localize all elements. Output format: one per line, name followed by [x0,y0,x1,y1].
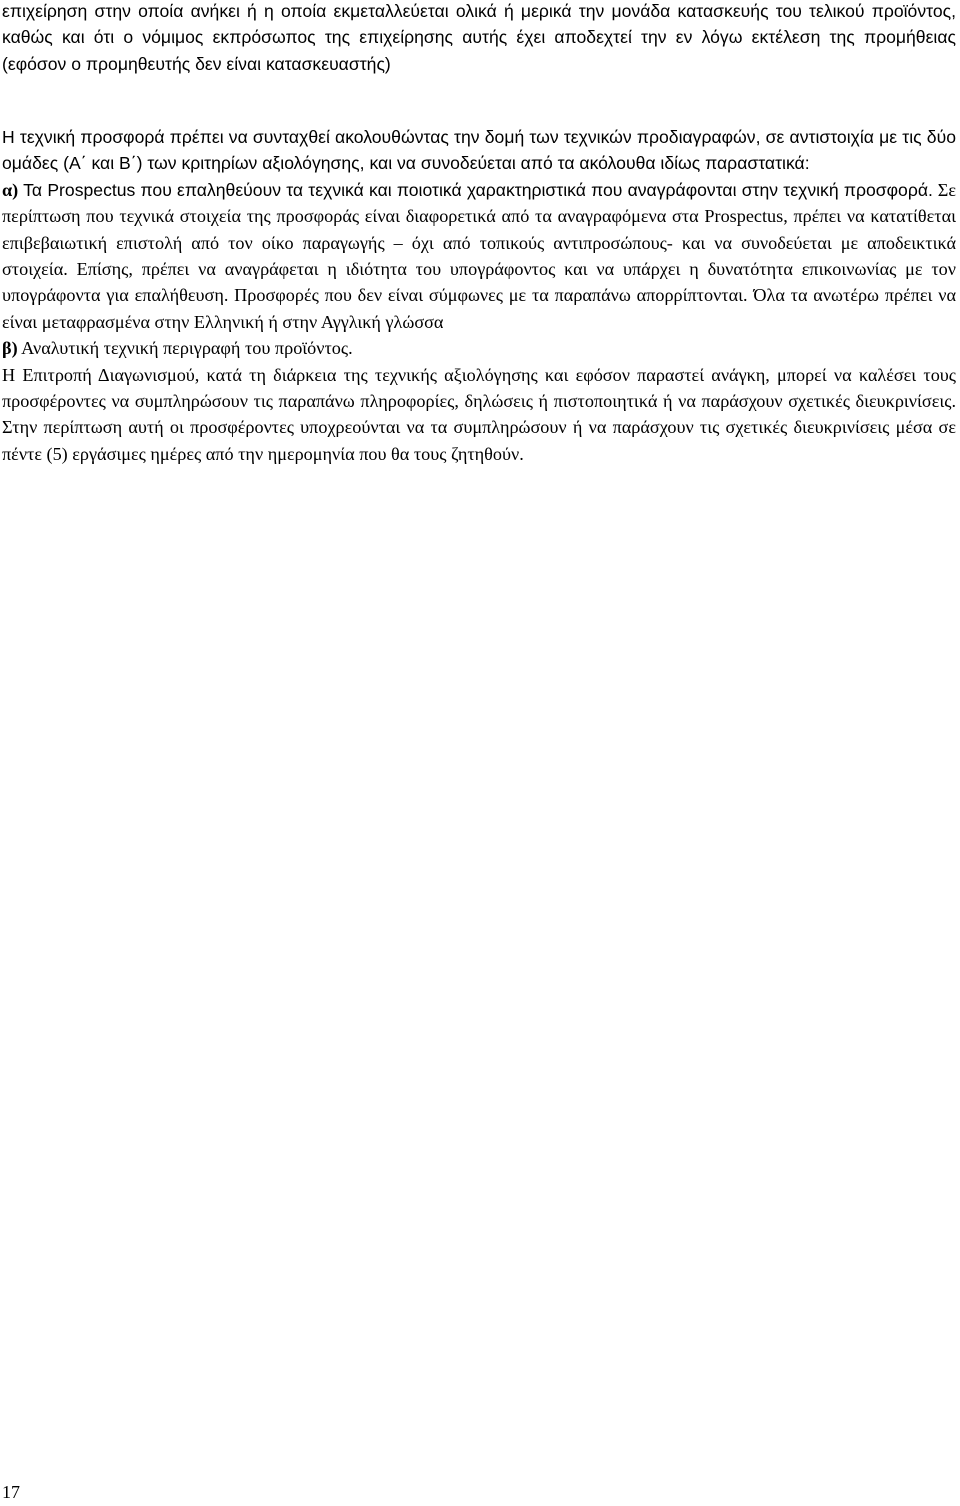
item-b-text: Αναλυτική τεχνική περιγραφή του προϊόντος. [17,338,353,359]
item-a-prospectus-text: Τα Prospectus που επαληθεύουν τα τεχνικά και ποιοτικά χαρακτηριστικά που αναγράφονται στην τεχνική προσφορά. [18,179,933,200]
page-number: 17 [2,1482,20,1502]
technical-offer-section [2,124,956,467]
item-b-paragraph [2,335,956,361]
offer-structure-paragraph: Η τεχνική προσφορά πρέπει να συνταχθεί ακολουθώντας την δομή των τεχνικών προδιαγραφών, σε αντιστοιχία με τις δύο ομάδες (Α΄ και Β΄) των κριτηρίων αξιολόγησης, και να συνοδεύεται από τα ακόλουθα ιδίως παραστατικά: [2,127,956,174]
item-b-label: β) [2,338,18,359]
item-a-label: α) [2,179,19,200]
intro-paragraph: επιχείρηση στην οποία ανήκει ή η οποία εκμεταλλεύεται ολικά ή μερικά την μονάδα κατασκευής του τελικού προϊόντος, καθώς και ότι ο νόμιμος εκπρόσωπος της επιχείρησης αυτής έχει αποδεχτεί την εν λόγω εκτέλεση της προμήθειας (εφόσον ο προμηθευτής δεν είναι κατασκευαστής) [2,1,956,74]
item-a-paragraph [2,177,956,335]
item-a-details-text: Σε περίπτωση που τεχνικά στοιχεία της προσφοράς είναι διαφορετικά από τα αναγραφόμενα στα Prospectus, πρέπει να κατατίθεται επιβεβαιωτική επιστολή από τον οίκο παραγωγής – όχι από τοπικούς αντιπροσώπους- και να συνοδεύεται με αποδεικτικά στοιχεία. Επίσης, πρέπει να αναγράφεται η ιδιότητα του υπογράφοντος και να υπάρχει η δυνατότητα επικοινωνίας με τον υπογράφοντα για επαλήθευση. Προσφορές που δεν είναι σύμφωνες με τα παραπάνω απορρίπτονται. Όλα τα ανωτέρω πρέπει να είναι μεταφρασμένα στην Ελληνική ή στην Αγγλική γλώσσα [2,179,956,332]
committee-paragraph: Η Επιτροπή Διαγωνισμού, κατά τη διάρκεια της τεχνικής αξιολόγησης και εφόσον παραστεί ανάγκη, μπορεί να καλέσει τους προσφέροντες να συμπληρώσουν τις παραπάνω πληροφορίες, δηλώσεις ή πιστοποιητικά ή να παράσχουν σχετικές διευκρινίσεις. Στην περίπτωση αυτή οι προσφέροντες υποχρεούνται να τα συμπληρώσουν ή να παράσχουν τις σχετικές διευκρινίσεις μέσα σε πέντε (5) εργάσιμες ημέρες από την ημερομηνία που θα τους ζητηθούν. [2,364,956,464]
